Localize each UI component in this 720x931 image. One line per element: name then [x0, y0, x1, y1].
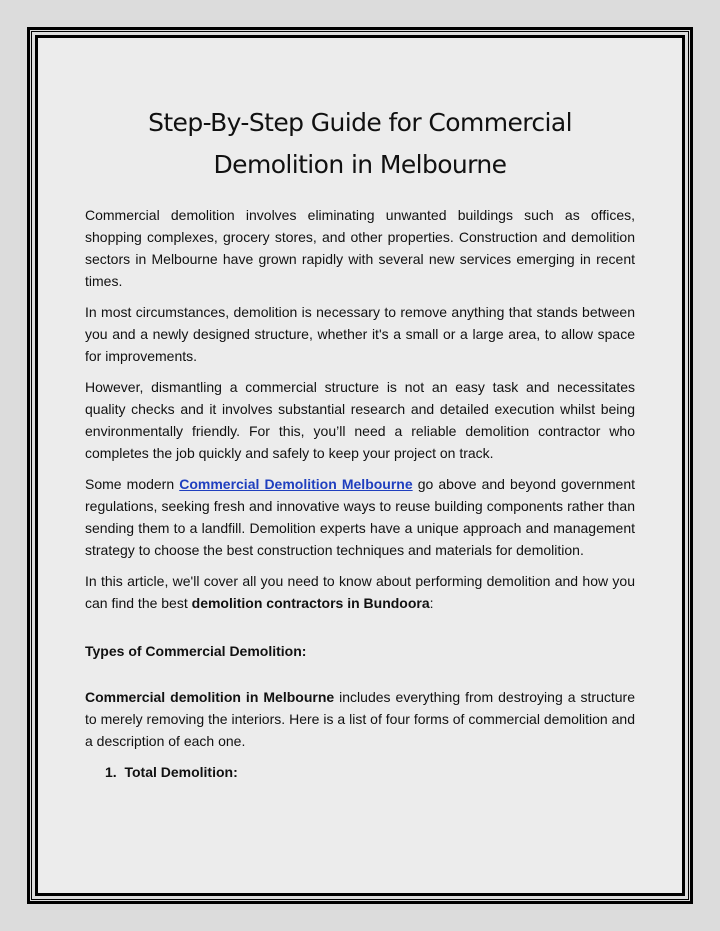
section-heading-types: Types of Commercial Demolition:	[85, 643, 307, 659]
commercial-demolition-link[interactable]: Commercial Demolition Melbourne	[179, 476, 413, 492]
paragraph-intro: Commercial demolition involves eliminating unwanted buildings such as offices, shopping complexes, grocery stores, and other properties. Construction and demolition sectors in Melbourne have grown rapidly with several new services emerging in recent times.	[85, 207, 635, 289]
text-segment: In this article, we'll cover all you need to know about performing demolition and how you can find the best	[85, 573, 635, 611]
paragraph-types-intro	[85, 686, 635, 752]
text-segment: Some modern	[85, 476, 180, 492]
document-page	[38, 38, 682, 893]
list-label: Total Demolition:	[124, 764, 238, 780]
text-segment: :	[429, 595, 434, 611]
document-title	[38, 102, 682, 186]
bold-contractors-bundoora: demolition contractors in Bundoora	[191, 595, 430, 611]
paragraph-modern-demolition	[85, 473, 635, 561]
paragraph-dismantling: However, dismantling a commercial structure is not an easy task and necessitates quality checks and it involves substantial research and detailed execution whilst being environmentally friendly. For this, you’ll need a reliable demolition contractor who completes the job quickly and safely to keep your project on track.	[85, 379, 635, 461]
paragraph-circumstances: In most circumstances, demolition is necessary to remove anything that stands between you and a newly designed structure, whether it's a small or a large area, to allow space for improvements.	[85, 304, 635, 364]
title-line-1: Step-By-Step Guide for Commercial	[148, 108, 572, 137]
list-item	[105, 761, 635, 783]
paragraph-article-overview	[85, 570, 635, 614]
bold-commercial-demolition-melbourne: Commercial demolition in Melbourne	[85, 689, 335, 705]
list-number: 1.	[105, 764, 117, 780]
text-segment: includes everything from destroying a structure to merely removing the interiors. Here is a list of four forms of commercial demolition and a description of each one.	[85, 689, 635, 749]
title-line-2: Demolition in Melbourne	[213, 150, 507, 179]
text-segment: go above and beyond government regulations, seeking fresh and innovative ways to reuse building components rather than sending them to a landfill. Demolition experts have a unique approach and management strategy to choose the best construction techniques and materials for demolition.	[85, 476, 635, 558]
document-body	[85, 204, 635, 783]
